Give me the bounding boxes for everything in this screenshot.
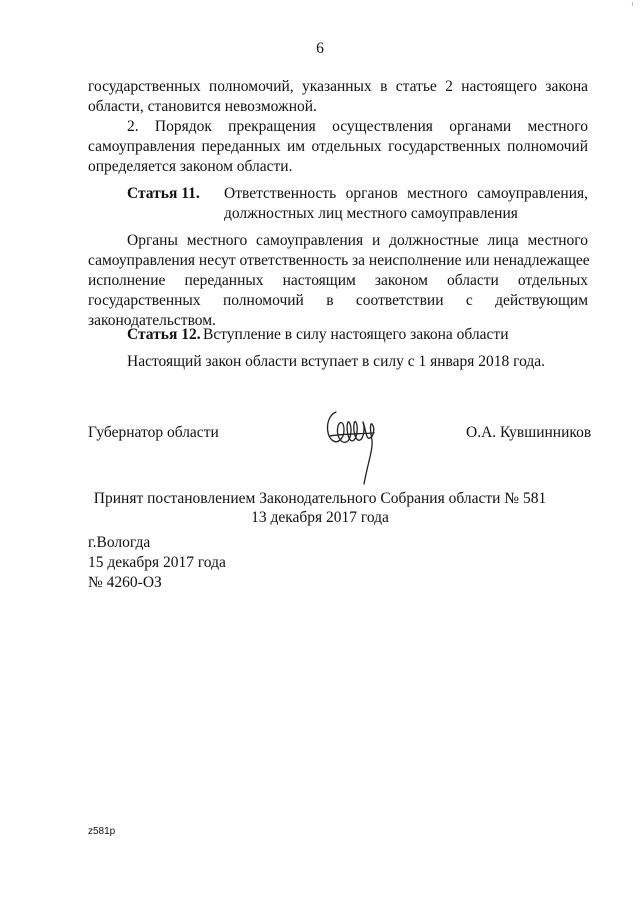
footer-date: 15 декабря 2017 года [88,554,226,571]
handwritten-signature-icon [322,400,386,488]
signatory-position: Губернатор области [88,424,219,441]
article12-body: Настоящий закон области вступает в силу с 1 января 2018 года. [127,353,546,370]
para2-line2: самоуправления переданных им отдельных государственных полномочий [88,138,588,155]
article11-title-line2: должностных лиц местного самоуправления [224,205,518,222]
adoption-line2: 13 декабря 2017 года [251,509,389,526]
article12-title: Вступление в силу настоящего закона области [203,326,509,343]
article11-body-line2: самоуправления несут ответственность за неисполнение или ненадлежащее [88,252,590,269]
footer-law-number: № 4260-ОЗ [88,574,162,591]
page-number: 6 [316,40,324,57]
adoption-line1: Принят постановлением Законодательного Собрания области № 581 [93,490,547,507]
edge-mark: ¹ [631,0,634,10]
article11-label: Статья 11. [127,185,200,202]
article11-body-line5: законодательством. [88,312,216,329]
para1-line1: государственных полномочий, указанных в статье 2 настоящего закона [88,78,588,95]
article11-title-line1: Ответственность органов местного самоуправления, [224,185,588,202]
signatory-name: О.А. Кувшинников [466,424,592,441]
para1-line2: области, становится невозможной. [88,98,317,115]
article11-body-line4: государственных полномочий в соответствии с действующим [88,292,588,309]
para2-line3: определяется законом области. [88,158,293,175]
article12-label: Статья 12. [127,326,201,343]
document-code: z581p [88,826,116,837]
article11-body-line1: Органы местного самоуправления и должностные лица местного [127,232,588,249]
article11-body-line3: исполнение переданных настоящим законом области отдельных [88,272,588,289]
para2-line1: 2. Порядок прекращения осуществления органами местного [127,118,588,135]
footer-city: г.Вологда [88,534,151,551]
